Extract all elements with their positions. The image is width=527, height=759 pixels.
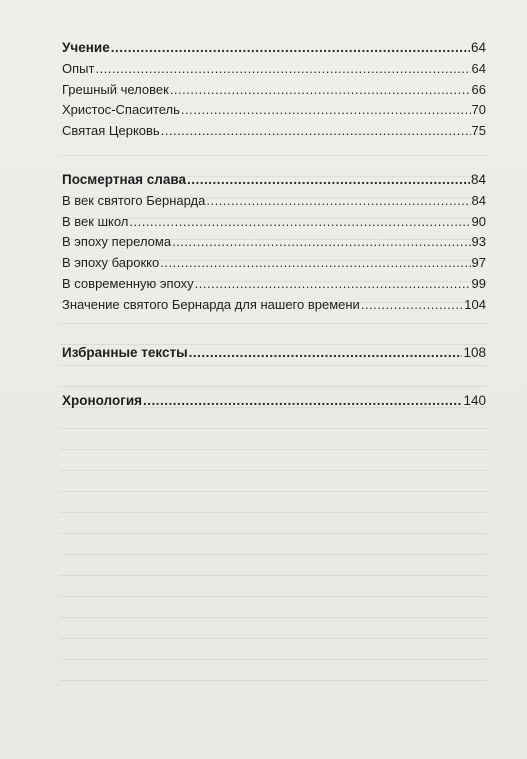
toc-entry-page: 66 [471,81,486,97]
toc-section-posthumous-fame [62,170,486,316]
toc-entry-page: 70 [471,102,486,118]
toc-section-teaching [62,38,486,142]
toc-heading-title: Учение [62,40,110,55]
leader-dots [95,59,470,80]
leader-dots [361,295,463,316]
toc-heading-page: 108 [463,345,486,360]
toc-entry-page: 99 [471,275,486,291]
toc-heading-page: 140 [463,393,486,408]
toc-entry-page: 93 [471,234,486,250]
toc-entry-title: В век школ [62,213,129,229]
toc-section-selected-texts [62,343,486,364]
toc-entry [62,253,486,274]
toc-entry [62,295,486,316]
toc-heading [62,343,486,364]
leader-dots [172,232,470,253]
toc-entry [62,80,486,101]
leader-dots [161,121,471,142]
toc-entry-page: 75 [471,123,486,139]
leader-dots [195,274,471,295]
leader-dots [181,100,471,121]
leader-dots [129,212,470,233]
toc-heading [62,38,486,59]
toc-heading [62,391,486,412]
toc-entry-page: 84 [471,192,486,208]
toc-heading [62,170,486,191]
leader-dots [170,80,471,101]
toc-entry [62,59,486,80]
toc-section-chronology [62,391,486,412]
toc-heading-title: Избранные тексты [62,345,188,360]
leader-dots [187,170,470,191]
toc-entry [62,100,486,121]
toc-entry-page: 104 [464,296,486,312]
toc-entry [62,191,486,212]
leader-dots [160,253,470,274]
toc-entry-title: В эпоху перелома [62,234,172,250]
toc-entry-title: Грешный человек [62,81,169,97]
toc-entry-page: 97 [471,255,486,271]
toc-heading-title: Хронология [62,393,143,408]
toc-entry [62,121,486,142]
leader-dots [111,38,470,59]
toc-entry-page: 64 [471,60,486,76]
toc-heading-page: 84 [470,172,486,187]
toc-entry [62,232,486,253]
toc-entry-page: 90 [471,213,486,229]
toc-entry-title: В век святого Бернарда [62,192,206,208]
toc-entry-title: Святая Церковь [62,123,160,139]
toc-entry-title: Опыт [62,60,95,76]
toc-entry-title: Христос-Спаситель [62,102,180,118]
leader-dots [206,191,470,212]
leader-dots [189,343,463,364]
toc-entry [62,212,486,233]
toc-entry-title: В современную эпоху [62,275,194,291]
toc-entry [62,274,486,295]
toc-entry-title: В эпоху барокко [62,255,160,271]
toc-heading-title: Посмертная слава [62,172,186,187]
toc-heading-page: 64 [470,40,486,55]
toc-entry-title: Значение святого Бернарда для нашего времени [62,296,360,312]
leader-dots [143,391,462,412]
